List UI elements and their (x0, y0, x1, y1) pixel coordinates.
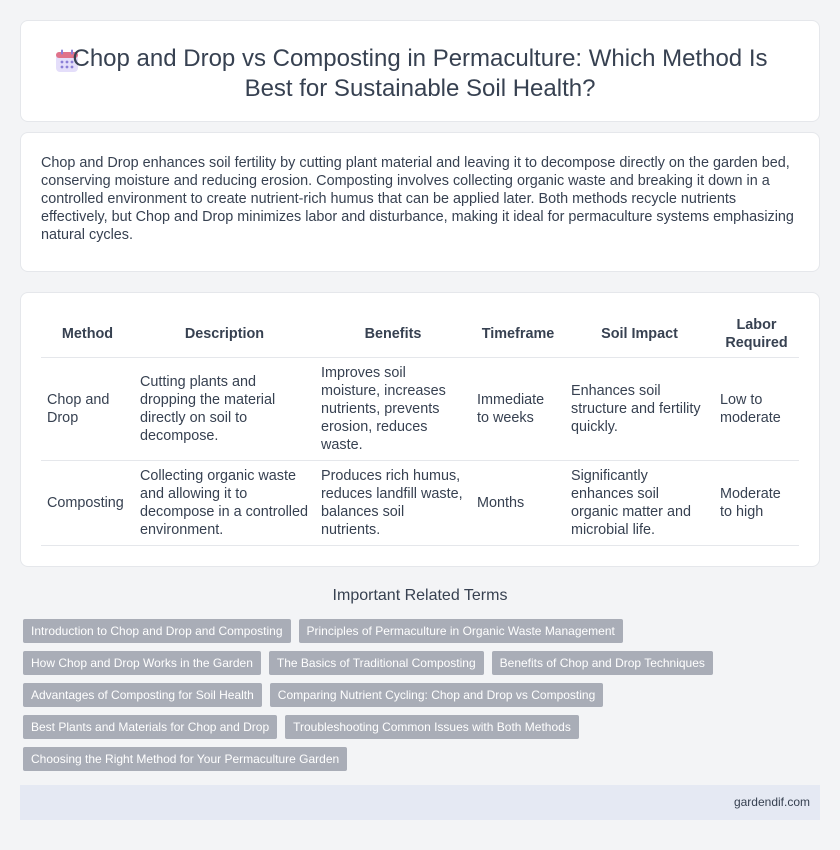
intro-card (20, 132, 820, 272)
table-cell: Months (471, 460, 565, 545)
related-terms-heading: Important Related Terms (332, 587, 508, 604)
table-cell: Cutting plants and dropping the material directly on soil to decompose. (134, 357, 315, 460)
comparison-table-card (20, 292, 820, 567)
intro-text: Chop and Drop enhances soil fertility by cutting plant material and leaving it to decompose directly on the garden bed, conserving moisture and reducing erosion. Composting involves collecting organic waste and breaking it down in a controlled environment to create nutrient-rich humus that can be applied later. Both methods recycle nutrients effectively, but Chop and Drop minimizes labor and disturbance, making it ideal for permaculture systems emphasizing natural cycles. (41, 155, 794, 243)
header-description: Description (134, 311, 315, 357)
related-term-tag[interactable]: Comparing Nutrient Cycling: Chop and Drop vs Composting (270, 683, 603, 707)
related-term-tag[interactable]: Troubleshooting Common Issues with Both Methods (285, 715, 579, 739)
table-cell: Collecting organic waste and allowing it to decompose in a controlled environment. (134, 460, 315, 545)
footer (20, 785, 820, 820)
table-cell: Enhances soil structure and fertility quickly. (565, 357, 714, 460)
related-terms-list (23, 619, 813, 771)
table-header-row (41, 311, 799, 357)
page-title: Chop and Drop vs Composting in Permaculture: Which Method Is Best for Sustainable Soil Health? (72, 45, 768, 102)
related-term-tag[interactable]: The Basics of Traditional Composting (269, 651, 484, 675)
table-cell: Produces rich humus, reduces landfill waste, balances soil nutrients. (315, 460, 471, 545)
table-row (41, 460, 799, 545)
related-term-tag[interactable]: Principles of Permaculture in Organic Waste Management (299, 619, 623, 643)
related-term-tag[interactable]: Advantages of Composting for Soil Health (23, 683, 262, 707)
header-benefits: Benefits (315, 311, 471, 357)
table-cell: Significantly enhances soil organic matter and microbial life. (565, 460, 714, 545)
title-card (20, 20, 820, 122)
table-cell: Improves soil moisture, increases nutrients, prevents erosion, reduces waste. (315, 357, 471, 460)
table-cell: Immediate to weeks (471, 357, 565, 460)
table-cell: Low to moderate (714, 357, 799, 460)
related-term-tag[interactable]: Best Plants and Materials for Chop and Drop (23, 715, 277, 739)
table-row (41, 357, 799, 460)
related-term-tag[interactable]: Benefits of Chop and Drop Techniques (492, 651, 713, 675)
header-method: Method (41, 311, 134, 357)
related-term-tag[interactable]: Introduction to Chop and Drop and Composting (23, 619, 291, 643)
header-labor-required: Labor Required (714, 311, 799, 357)
comparison-table (41, 311, 799, 546)
table-cell: Composting (41, 460, 134, 545)
related-term-tag[interactable]: How Chop and Drop Works in the Garden (23, 651, 261, 675)
header-soil-impact: Soil Impact (565, 311, 714, 357)
table-cell: Moderate to high (714, 460, 799, 545)
header-timeframe: Timeframe (471, 311, 565, 357)
footer-site-name[interactable]: gardendif.com (733, 795, 810, 809)
related-term-tag[interactable]: Choosing the Right Method for Your Permaculture Garden (23, 747, 347, 771)
table-cell: Chop and Drop (41, 357, 134, 460)
